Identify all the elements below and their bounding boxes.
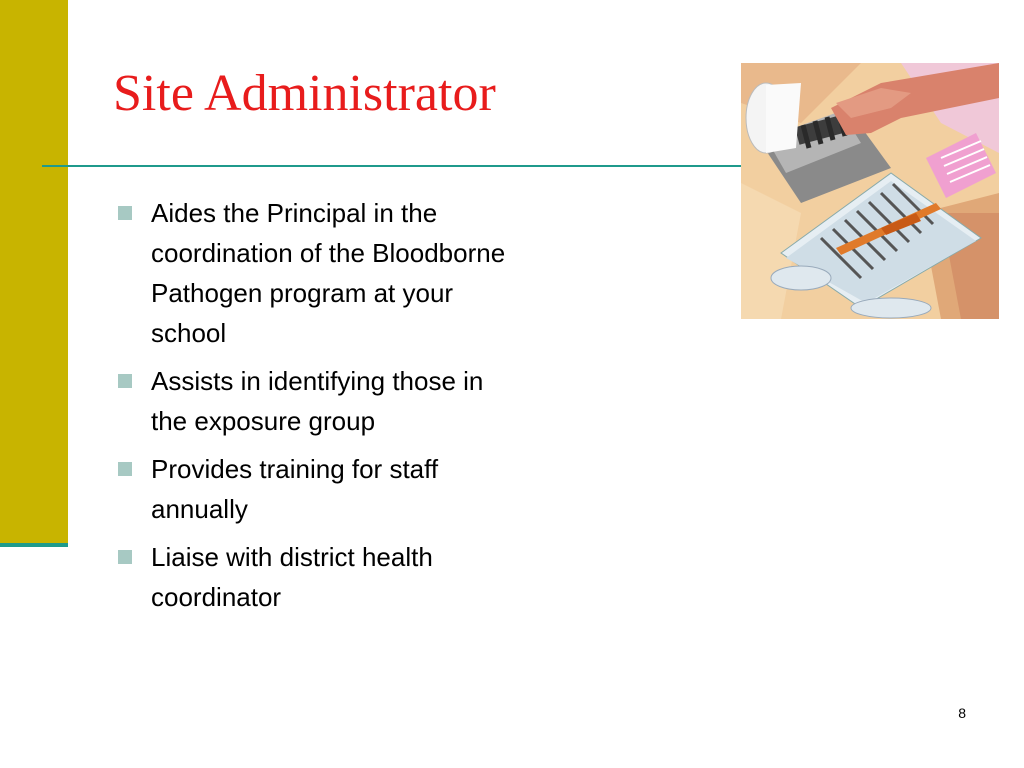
bullet-square-icon [118,206,132,220]
bullet-list [118,193,518,625]
bullet-text: Liaise with district health coordinator [151,542,433,612]
bullet-text: Assists in identifying those in the exposure group [151,366,484,436]
bullet-item [118,449,518,529]
bullet-item [118,537,518,617]
bullet-square-icon [118,550,132,564]
page-number: 8 [958,705,966,721]
bullet-text: Aides the Principal in the coordination of the Bloodborne Pathogen program at your school [151,198,506,348]
title-divider [42,165,782,167]
left-accent-bar [0,0,68,546]
typewriter-clipart-icon [741,63,999,319]
bullet-text: Provides training for staff annually [151,454,439,524]
bullet-square-icon [118,462,132,476]
left-accent-underline [0,543,68,547]
bullet-item [118,361,518,441]
bullet-item [118,193,518,353]
slide-title: Site Administrator [113,65,496,122]
bullet-square-icon [118,374,132,388]
